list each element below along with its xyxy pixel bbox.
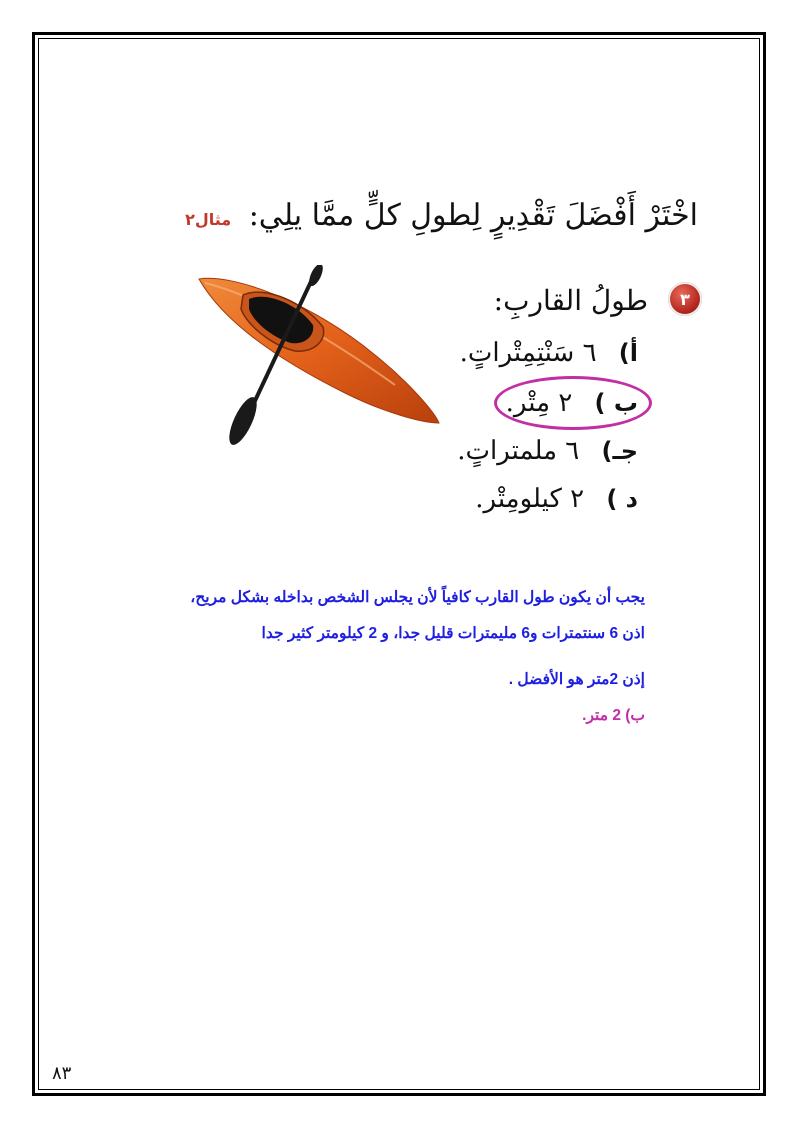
option-c (457, 436, 638, 466)
option-d (475, 484, 638, 514)
explanation-line-2: اذن 6 سنتمترات و6 مليمترات قليل جدا، و 2 كيلومتر كثير جدا (261, 625, 645, 642)
option-d-letter: د ) (606, 485, 638, 513)
question-text: طولُ القاربِ: (493, 284, 648, 317)
option-a-text: ٦ سَنْتِمِتْراتٍ. (459, 338, 597, 368)
example-reference-label: مثال٢ (185, 210, 232, 229)
option-a-letter: أ) (618, 339, 638, 367)
question-number-badge: ٣ (668, 282, 702, 316)
option-c-text: ٦ ملمتراتٍ. (457, 436, 580, 466)
exercise-heading (185, 198, 698, 233)
exercise-instruction: اخْتَرْ أَفْضَلَ تَقْدِيرٍ لِطولِ كلٍّ ممَّا يلِي: (248, 198, 698, 233)
option-b-letter: ب ) (594, 389, 638, 417)
option-c-letter: جـ) (601, 437, 638, 465)
final-answer: ب) 2 متر. (582, 707, 645, 724)
option-b-text: ٢ مِتْر. (505, 388, 573, 418)
option-d-text: ٢ كيلومِتْر. (475, 484, 585, 514)
kayak-image (195, 265, 445, 445)
page-number: ٨٣ (52, 1063, 72, 1084)
option-a (460, 338, 638, 368)
correct-answer-circle (494, 376, 652, 430)
explanation-line-3: إذن 2متر هو الأفضل . (508, 671, 645, 688)
explanation-line-1: يجب أن يكون طول القارب كافياً لأن يجلس الشخص بداخله بشكل مريح، (190, 589, 645, 606)
page-border-inner (38, 38, 760, 1090)
